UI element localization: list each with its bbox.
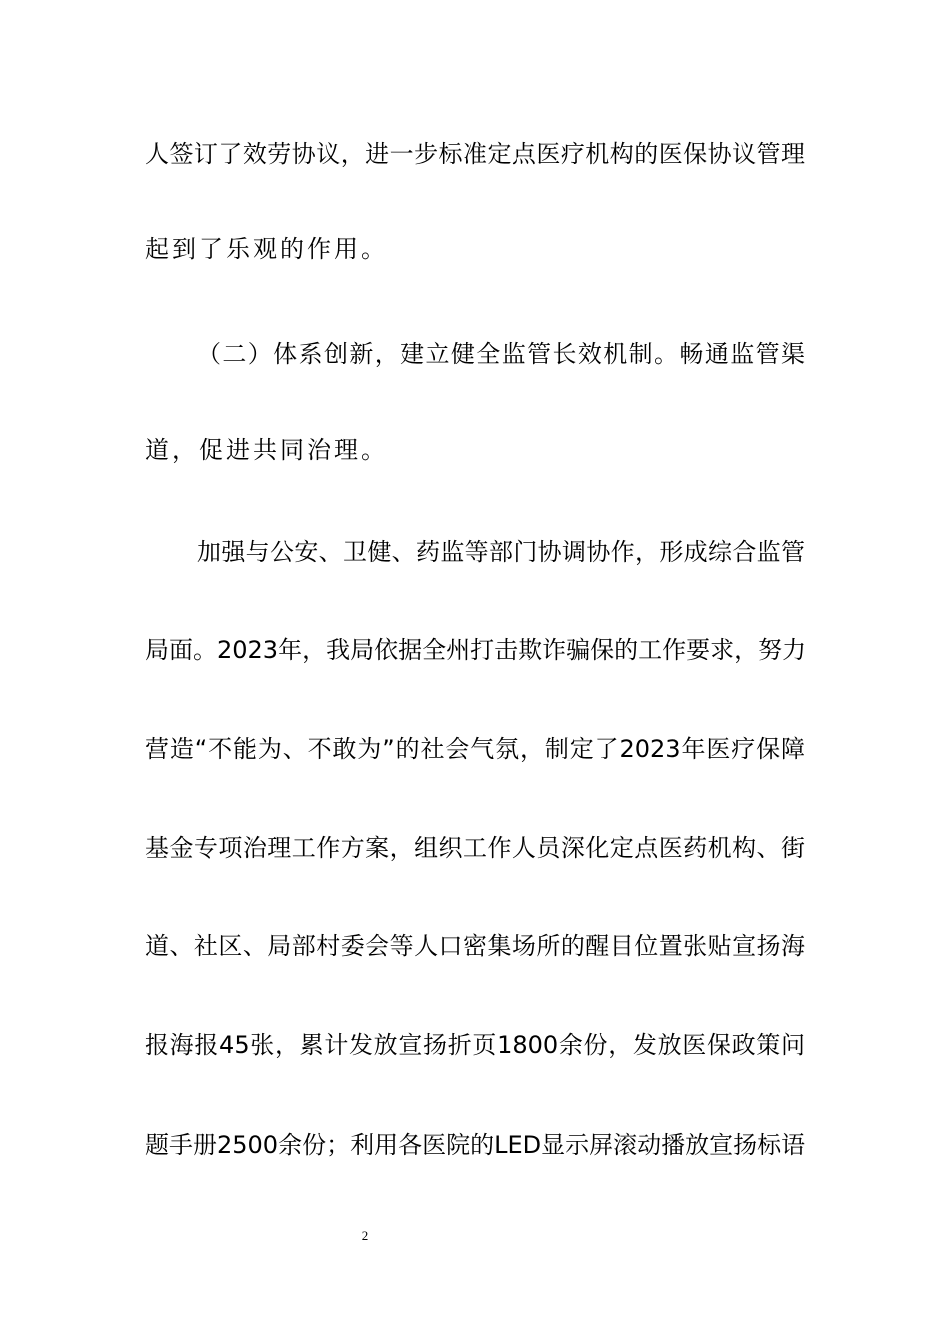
text-line-3: （二）体系创新，建立健全监管长效机制。畅通监管渠 <box>197 340 805 368</box>
text-line-11: 题手册2500余份；利用各医院的LED显示屏滚动播放宣扬标语 <box>145 1131 806 1159</box>
text-line-5: 加强与公安、卫健、药监等部门协调协作，形成综合监管 <box>197 538 805 566</box>
text-line-10: 报海报45张，累计发放宣扬折页1800余份，发放医保政策问 <box>145 1031 805 1059</box>
text-line-9: 道、社区、局部村委会等人口密集场所的醒目位置张贴宣扬海 <box>145 932 805 960</box>
text-line-7: 营造“不能为、不敢为”的社会气氛，制定了2023年医疗保障 <box>145 735 805 763</box>
page-number: 2 <box>361 1228 369 1243</box>
text-line-1: 人签订了效劳协议，进一步标准定点医疗机构的医保协议管理 <box>145 140 805 168</box>
text-line-6: 局面。2023年，我局依据全州打击欺诈骗保的工作要求，努力 <box>145 636 807 664</box>
text-line-2: 起到了乐观的作用。 <box>145 235 388 263</box>
text-line-4: 道，促进共同治理。 <box>145 436 388 464</box>
text-line-8: 基金专项治理工作方案，组织工作人员深化定点医药机构、街 <box>145 834 805 862</box>
